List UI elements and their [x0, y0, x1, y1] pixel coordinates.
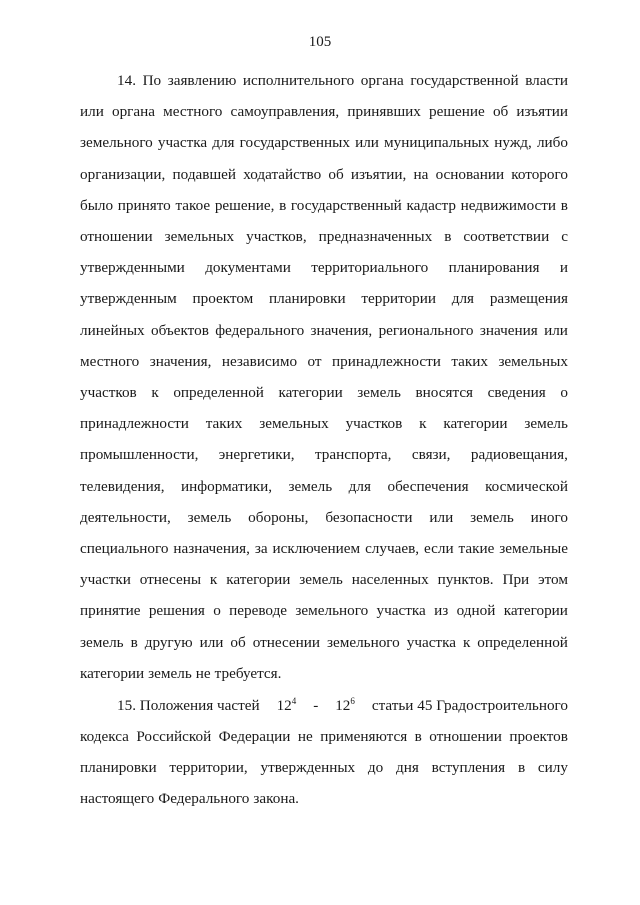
word: значения	[479, 321, 538, 339]
word: об	[230, 633, 246, 651]
word: обороны,	[248, 508, 309, 526]
word: участков	[80, 384, 137, 401]
word: требуется.	[214, 664, 282, 682]
word: не	[297, 728, 313, 745]
part-ref-end-base: 12	[335, 697, 351, 714]
part-ref-start-base: 12	[276, 697, 292, 714]
word: вступления	[431, 759, 506, 777]
word: к	[209, 571, 218, 589]
paragraph-14-line-7	[80, 256, 568, 280]
word: земель	[288, 477, 333, 495]
word: земельные	[499, 540, 568, 557]
word: космической	[485, 477, 568, 495]
word: из	[434, 602, 449, 620]
paragraph-14-line-8	[80, 287, 568, 311]
word: или	[355, 134, 379, 152]
paragraph-14-line-9	[80, 319, 568, 343]
word: участков,	[246, 228, 307, 245]
paragraph-15-line-3	[80, 787, 568, 811]
word: предназначенных	[318, 228, 433, 245]
word: промышленности,	[80, 446, 199, 464]
word: земельного	[326, 633, 400, 651]
word: от	[307, 352, 322, 370]
word: обеспечения	[387, 477, 469, 495]
word: документами	[205, 259, 291, 277]
word: Федерального	[158, 790, 250, 808]
word: не	[195, 664, 211, 682]
word: телевидения,	[80, 477, 165, 495]
word: изъятии,	[350, 165, 407, 183]
word: такие	[458, 540, 495, 557]
word: государственных	[239, 134, 350, 152]
word: если	[424, 540, 454, 557]
word: земель	[80, 633, 124, 651]
paragraph-14-line-4	[80, 163, 568, 187]
word: участки	[80, 571, 131, 589]
word: информатики,	[181, 477, 273, 495]
word: которого	[511, 165, 568, 183]
word: принадлежности	[80, 415, 189, 433]
word: местного	[163, 103, 223, 121]
word: исполнительного	[242, 72, 355, 89]
word: до	[367, 759, 384, 777]
word: планировки	[269, 290, 346, 308]
word: таких	[205, 415, 243, 433]
word: или	[429, 508, 454, 526]
word: принявших	[347, 103, 421, 121]
word: назначения,	[173, 540, 250, 557]
word: к	[462, 633, 471, 651]
word: значения,	[149, 352, 212, 370]
word: недвижимости	[460, 196, 557, 214]
word: территории	[361, 290, 436, 308]
word: одной	[456, 602, 496, 620]
paragraph-14-line-5	[80, 194, 568, 218]
word: территории,	[169, 759, 248, 777]
word: специального	[80, 540, 169, 557]
range-dash: -	[313, 697, 319, 714]
word: определенной	[173, 384, 264, 401]
word: пунктов.	[437, 571, 494, 589]
word: энергетики,	[218, 446, 295, 464]
word: либо	[536, 134, 568, 152]
word: о	[560, 384, 568, 401]
paragraph-14-line-2	[80, 100, 568, 124]
word: населенных	[351, 571, 429, 589]
word: было	[80, 196, 114, 214]
word: основании	[435, 165, 505, 183]
word: органа	[360, 72, 404, 89]
word: территориального	[311, 259, 429, 277]
paragraph-14-line-12	[80, 412, 568, 436]
paragraph-15-rest: статьи 45 Градостроительного	[371, 697, 568, 714]
word: линейных	[80, 321, 145, 339]
word: утвержденными	[80, 259, 185, 277]
word: участка	[157, 134, 208, 152]
word: в	[279, 196, 287, 214]
word: или	[199, 633, 224, 651]
word: этом	[538, 571, 568, 589]
word: такое	[175, 196, 211, 214]
paragraph-15-line-1	[80, 725, 568, 749]
part-reference-start	[277, 694, 297, 718]
word: отнесении	[252, 633, 321, 651]
word: размещения	[489, 290, 568, 308]
paragraph-14-line-16	[80, 537, 568, 561]
word: земель	[470, 508, 514, 526]
word: земельных	[259, 415, 329, 433]
word: случаев,	[365, 540, 420, 557]
word: власти	[525, 72, 568, 89]
word: принято	[117, 196, 171, 214]
paragraph-15-line-1	[117, 694, 568, 718]
word: 14.	[117, 72, 136, 89]
paragraph-14-line-6	[80, 225, 568, 249]
word: настоящего	[80, 790, 155, 808]
word: в	[517, 759, 526, 777]
word: планирования	[448, 259, 540, 277]
word: утвержденных	[260, 759, 356, 777]
word: участков	[345, 415, 403, 433]
word: организации,	[80, 165, 166, 183]
paragraph-14-line-1	[117, 69, 568, 93]
word: силу	[537, 759, 568, 777]
word: радиовещания,	[470, 446, 568, 464]
word: к	[151, 384, 159, 401]
word: и	[559, 259, 568, 277]
word: отношении	[429, 728, 502, 745]
paragraph-15-line-2	[80, 756, 568, 780]
word: для	[212, 134, 235, 152]
word: утвержденным	[80, 290, 177, 308]
word: категории	[503, 602, 568, 620]
word: в	[444, 228, 452, 245]
word: отнесены	[139, 571, 202, 589]
paragraph-14-line-14	[80, 475, 568, 499]
word: соответствии	[463, 228, 550, 245]
word: принятие	[80, 602, 141, 620]
word: дня	[396, 759, 419, 777]
word: определенной	[477, 633, 568, 651]
word: применяются	[320, 728, 408, 745]
word: изъятии	[516, 103, 568, 121]
word: федерального	[215, 321, 305, 339]
word: другую	[144, 633, 193, 651]
word: категории	[278, 384, 343, 401]
word: земельного	[295, 602, 369, 620]
word: решение	[429, 103, 485, 121]
word: значения,	[310, 321, 373, 339]
word: кодекса	[80, 728, 129, 745]
word: земель	[524, 415, 568, 433]
word: проектов	[509, 728, 568, 745]
word: об	[328, 165, 344, 183]
word: Федерации	[218, 728, 291, 745]
word: к	[419, 415, 427, 433]
word: исключением	[272, 540, 361, 557]
word: объектов	[150, 321, 209, 339]
word: решение,	[214, 196, 275, 214]
word: земель	[187, 508, 232, 526]
word: земель	[299, 571, 343, 589]
paragraph-14-line-19	[80, 631, 568, 655]
word: органа	[111, 103, 155, 121]
paragraph-14-line-3	[80, 131, 568, 155]
paragraph-14-line-13	[80, 443, 568, 467]
paragraph-15-intro: 15. Положения частей	[117, 697, 260, 714]
word: транспорта,	[314, 446, 392, 464]
part-ref-start-sup: 4	[291, 696, 297, 706]
page-number: 105	[308, 34, 332, 50]
paragraph-14-line-15	[80, 506, 568, 530]
word: участка	[376, 602, 426, 620]
word: об	[492, 103, 509, 121]
word: переводе	[229, 602, 288, 620]
word: закона.	[253, 790, 299, 808]
word: сведения	[487, 384, 546, 401]
part-reference-end	[335, 694, 355, 718]
word: проектом	[192, 290, 254, 308]
word: планировки	[80, 759, 157, 777]
paragraph-14-line-18	[80, 599, 568, 623]
word: регионального	[378, 321, 474, 339]
word: земельных	[164, 228, 235, 245]
word: принадлежности	[331, 352, 441, 370]
word: отношении	[80, 228, 153, 245]
paragraph-14-line-11	[80, 381, 568, 405]
word: нужд,	[494, 134, 532, 152]
word: При	[502, 571, 530, 589]
word: самоуправления,	[230, 103, 340, 121]
word: земель	[357, 384, 401, 401]
word: деятельности,	[80, 508, 171, 526]
word: ходатайство	[243, 165, 322, 183]
word: безопасности	[325, 508, 413, 526]
word: в	[414, 728, 422, 745]
word: для	[348, 477, 371, 495]
word: решения	[148, 602, 205, 620]
word: или	[80, 103, 104, 121]
word: в	[130, 633, 138, 651]
word: подавшей	[172, 165, 237, 183]
word: земельных	[498, 352, 568, 370]
word: категории	[226, 571, 291, 589]
word: таких	[451, 352, 488, 370]
word: на	[413, 165, 429, 183]
word: или	[544, 321, 568, 339]
word: По	[142, 72, 162, 89]
word: государственный	[290, 196, 402, 214]
part-ref-end-sup: 6	[350, 696, 355, 706]
word: Российской	[136, 728, 212, 745]
paragraph-14-line-20	[80, 662, 568, 686]
word: о	[213, 602, 221, 620]
word: иного	[530, 508, 568, 526]
word: за	[254, 540, 268, 557]
word: кадастр	[406, 196, 456, 214]
word: местного	[80, 352, 140, 370]
word: независимо	[221, 352, 298, 370]
paragraph-14-line-17	[80, 568, 568, 592]
word: связи,	[411, 446, 451, 464]
word: вносятся	[415, 384, 474, 401]
word: с	[561, 228, 568, 245]
word: муниципальных	[384, 134, 490, 152]
word: государственной	[410, 72, 519, 89]
word: в	[560, 196, 568, 214]
word: заявлению	[167, 72, 237, 89]
paragraph-14-line-10	[80, 350, 568, 374]
word: категории	[80, 664, 145, 682]
word: участка	[406, 633, 456, 651]
word: для	[451, 290, 475, 308]
word: земельного	[80, 134, 153, 152]
word: категории	[443, 415, 508, 433]
word: земель	[148, 664, 192, 682]
